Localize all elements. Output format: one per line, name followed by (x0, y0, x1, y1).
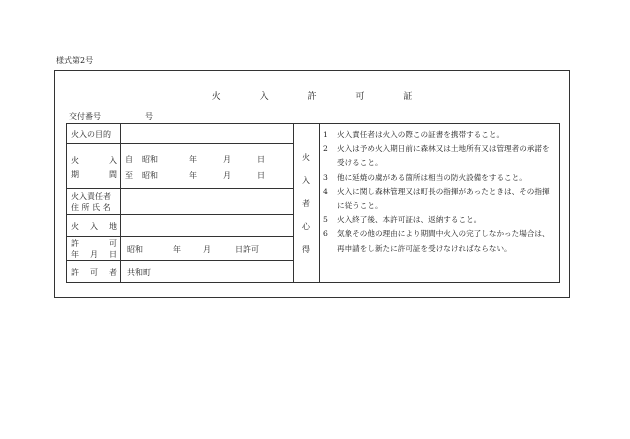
receipt-number (69, 111, 153, 122)
note-item: 6 気象その他の理由により期間中火入の完了しなかった場合は、再申請をし新たに許可証を受けなければならない。 (323, 229, 550, 253)
row-period: 火 入 期 間 自 昭和 年 月 日 至 昭和 年 月 日 (67, 144, 293, 189)
note-item: 2 火入は予め火入期日前に森林又は土地所有又は管理者の承諾を受けること。 (323, 144, 550, 168)
permitter-value: 共和町 (127, 268, 151, 277)
responsible-label: 火入責任者 住 所 氏 名 (67, 189, 121, 214)
title-char: 入 (259, 92, 269, 102)
permit-fields (67, 124, 294, 282)
row-location (67, 215, 293, 237)
receipt-label: 交付番号 (69, 112, 101, 121)
purpose-label: 火入の目的 (67, 124, 121, 143)
title-char: 火 (211, 92, 221, 102)
row-responsible (67, 189, 293, 215)
location-label: 火 入 地 (67, 215, 121, 236)
side-heading: 火 入 者 心 得 (293, 124, 320, 282)
form-number: 様式第2号 (56, 56, 94, 65)
row-permit-date: 許 可 年 月 日 昭和 年 月 日許可 (67, 237, 293, 261)
receipt-suffix: 号 (145, 112, 153, 121)
title-char: 許 (307, 92, 317, 102)
permit-table (66, 123, 560, 283)
note-item: 1 火入責任者は火入の際この証書を携帯すること。 (323, 130, 505, 139)
form-title (55, 89, 569, 102)
period-label: 火 入 期 間 (67, 144, 121, 188)
notes-list (323, 128, 555, 256)
permitter-label: 許 可 者 (67, 261, 121, 282)
row-purpose (67, 124, 293, 144)
note-item: 3 他に延焼の虞がある箇所は相当の防火設備をすること。 (323, 172, 527, 182)
title-char: 可 (355, 92, 365, 102)
note-item: 5 火入終了後、本許可証は、返納すること。 (323, 215, 482, 225)
note-item: 4 火入に関し森林管理又は町長の指揮があったときは、その指揮に従うこと。 (323, 186, 550, 211)
row-permitter (67, 261, 293, 282)
title-char: 証 (403, 92, 413, 102)
permit-date-label: 許 可 年 月 日 (67, 237, 121, 260)
